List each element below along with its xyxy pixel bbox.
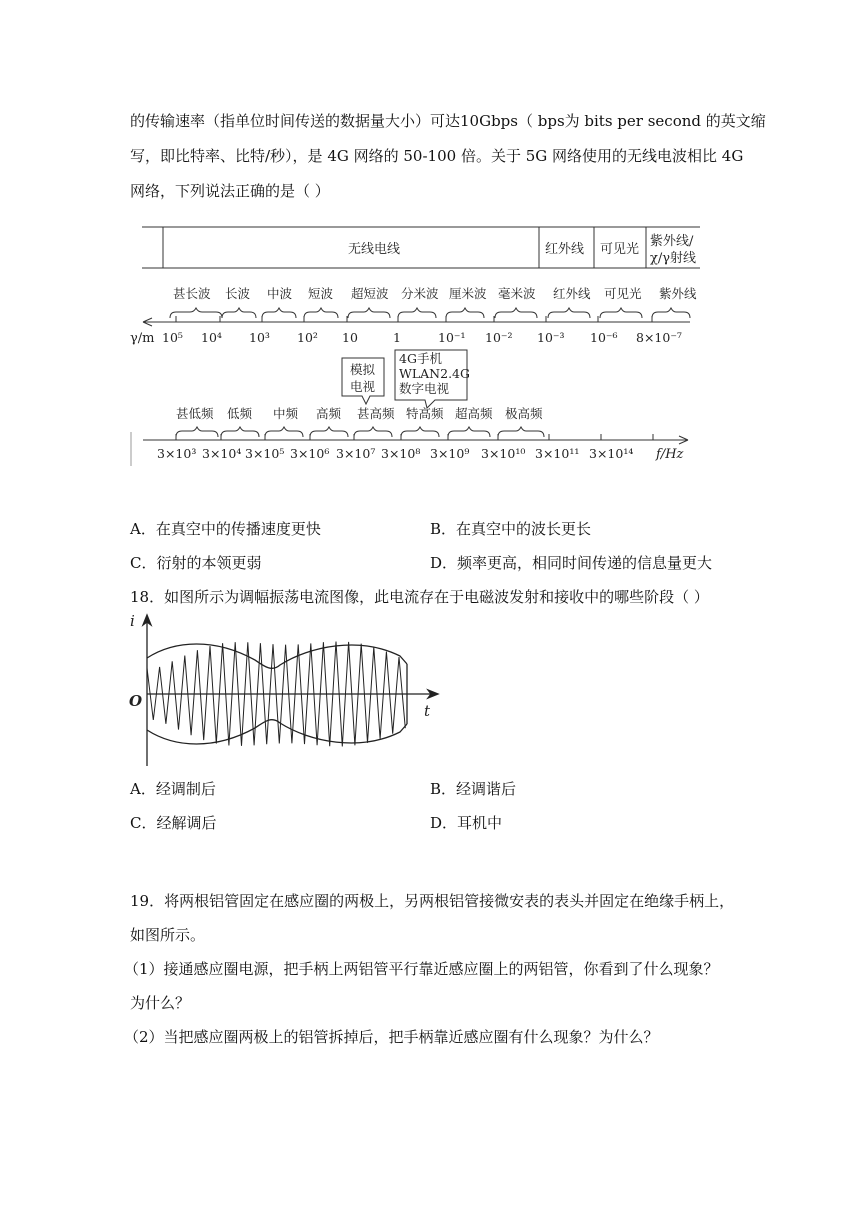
freq-tick: 3×10⁸ [381,446,421,461]
q17-option-a: A．在真空中的传播速度更快 [130,520,321,538]
freq-name: 中频 [273,406,299,421]
t-axis-label: t [424,702,431,720]
wavelength-tick: 10⁻¹ [438,330,466,345]
freq-axis-label: f/Hz [656,447,684,462]
wavelength-tick: 10⁻² [485,330,513,345]
wavelength-tick: 10⁻⁶ [590,330,618,345]
wave-braces [170,308,690,318]
wavelength-tick: 10⁴ [201,330,222,345]
wave-name: 中波 [267,286,293,301]
freq-tick: 3×10⁷ [336,446,376,461]
callout-text: WLAN2.4G [399,366,470,381]
q19-sub1-line-2: 为什么？ [130,994,191,1012]
q19-sub1-line-1: （1）接通感应圈电源，把手柄上两铝管平行靠近感应圈上的两铝管，你看到了什么现象？ [124,960,719,978]
freq-name: 甚高频 [357,406,395,421]
callout-analog-tv [342,358,384,404]
freq-tick-labels [157,446,633,461]
q17-text-line-1: 的传输速率（指单位时间传送的数据量大小）可达10Gbps（ bps为 bits per second 的英文缩 [130,112,766,130]
freq-name: 甚低频 [176,406,214,421]
am-current-graph [126,612,446,772]
q17-text-line-3: 网络，下列说法正确的是（ ） [130,182,330,200]
wave-name: 甚长波 [173,286,211,301]
freq-tick: 3×10¹⁰ [481,446,526,461]
callout-text: 4G手机 [399,351,442,366]
callout-text: 电视 [350,379,376,394]
wavelength-tick-labels [162,330,682,345]
band-xray-gamma: χ/γ射线 [650,251,697,266]
q18-option-b: B．经调谐后 [430,780,517,798]
origin-label: O [129,692,143,710]
wave-name: 厘米波 [449,286,487,301]
freq-tick: 3×10⁶ [290,446,330,461]
q18-stem: 18．如图所示为调幅振荡电流图像，此电流存在于电磁波发射和接收中的哪些阶段（ ） [130,588,709,606]
q17-option-d: D．频率更高，相同时间传递的信息量更大 [430,554,713,572]
wave-name: 可见光 [604,286,642,301]
freq-name: 高频 [316,406,342,421]
q17-option-b: B．在真空中的波长更长 [430,520,592,538]
q17-option-c: C．衍射的本领更弱 [130,554,262,572]
wavelength-axis [143,316,690,326]
band-visible: 可见光 [600,242,640,257]
band-infrared: 红外线 [545,242,585,257]
wave-name: 长波 [225,286,251,301]
freq-tick: 3×10¹¹ [535,446,580,461]
freq-tick: 3×10⁵ [245,446,285,461]
wavelength-tick: 1 [393,330,401,345]
wavelength-tick: 10⁵ [162,330,183,345]
wavelength-tick: 10⁻³ [537,330,565,345]
wavelength-axis-label: γ/m [130,331,155,346]
freq-tick: 3×10⁹ [430,446,470,461]
wave-name: 红外线 [553,286,591,301]
q18-option-c: C．经解调后 [130,814,217,832]
freq-tick: 3×10⁴ [202,446,242,461]
wave-name-labels [173,286,697,301]
band-uv: 紫外线/ [650,234,694,249]
q17-text-line-2: 写，即比特率、比特/秒），是 4G 网络的 50-100 倍。关于 5G 网络使用的无线电波相比 4G [130,147,744,165]
callout-text: 数字电视 [399,381,450,396]
q18-option-a: A．经调制后 [130,780,216,798]
q19-text-line-2: 如图所示。 [130,926,206,944]
q19-text-line-1: 19．将两根铝管固定在感应圈的两极上，另两根铝管接微安表的表头并固定在绝缘手柄上， [130,892,735,910]
wavelength-tick: 8×10⁻⁷ [636,330,682,345]
wave-name: 毫米波 [498,286,536,301]
q18-option-d: D．耳机中 [430,814,503,832]
wave-name: 分米波 [401,286,439,301]
wave-name: 短波 [308,286,334,301]
band-radio: 无线电线 [348,242,401,257]
wave-name: 紫外线 [659,286,697,301]
wavelength-tick: 10² [297,330,318,345]
freq-braces [176,427,544,437]
freq-tick: 3×10¹⁴ [589,446,634,461]
wave-name: 超短波 [351,286,389,301]
wavelength-tick: 10 [342,330,358,345]
freq-name: 超高频 [455,406,493,421]
freq-name-labels [176,406,543,421]
q19-sub2: （2）当把感应圈两极上的铝管拆掉后，把手柄靠近感应圈有什么现象？为什么？ [124,1028,659,1046]
freq-name: 低频 [227,406,253,421]
freq-tick: 3×10³ [157,446,197,461]
callout-text: 模拟 [350,362,376,377]
wavelength-tick: 10³ [249,330,270,345]
i-axis-label: i [130,612,135,630]
callout-4g-wlan [395,350,470,408]
freq-name: 极高频 [505,406,543,421]
freq-name: 特高频 [406,406,444,421]
